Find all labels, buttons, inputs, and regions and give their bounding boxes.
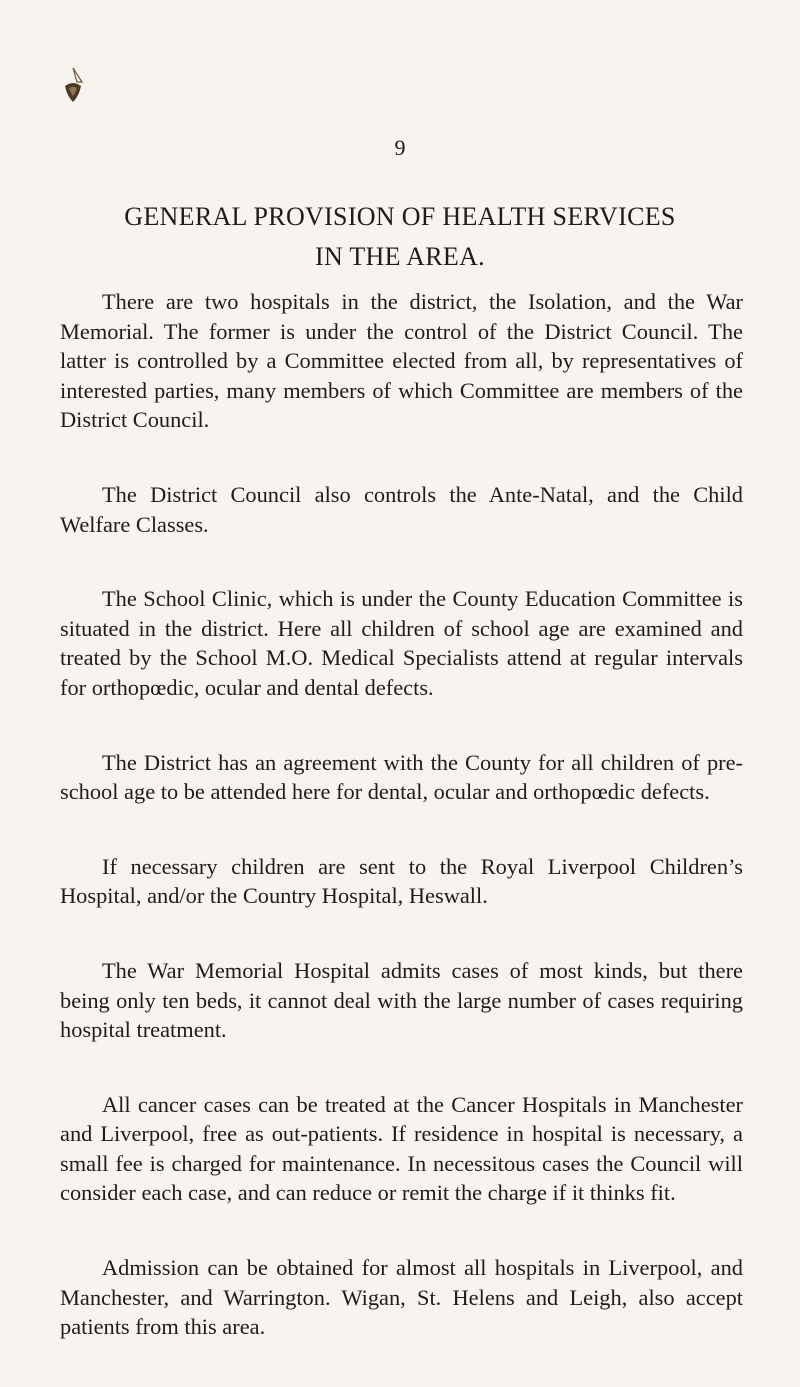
paragraph-liverpool-children: If necessary children are sent to the Royal Liverpool Children’s Hospital, and/or the Country Hospital, Heswall.	[60, 853, 743, 909]
title-line-1: GENERAL PROVISION OF HEALTH SERVICES	[124, 202, 676, 231]
paragraph-ante-natal: The District Council also controls the Ante-Natal, and the Child Welfare Classes.	[60, 481, 743, 537]
paragraph-hospitals: There are two hospitals in the district, the Isolation, and the War Memorial. The former is under the control of the District Council. The latter is controlled by a Committee elected from all, by representatives of interested parties, many members of which Committee are members of the District Council.	[60, 289, 743, 433]
paragraph-school-clinic: The School Clinic, which is under the County Education Committee is situated in the district. Here all children of school age are examined and treated by the School M.O. Medical Specialists attend at regular intervals for orthopœdic, ocular and dental defects.	[60, 586, 743, 700]
binding-mark-icon	[60, 66, 86, 106]
paragraph-county-agreement: The District has an agreement with the County for all children of pre-school age to be attended here for dental, ocular and orthopœdic defects.	[60, 749, 743, 805]
paragraph-admission: Admission can be obtained for almost all hospitals in Liverpool, and Manchester, and Warrington. Wigan, St. Helens and Leigh, also accept patients from this area.	[60, 1255, 743, 1340]
paragraph-cancer-cases: All cancer cases can be treated at the Cancer Hospitals in Manchester and Liverpool, free as out-patients. If residence in hospital is necessary, a small fee is charged for maintenance. In necessitous cases the Council will consider each case, and can reduce or remit the charge if it thinks fit.	[60, 1091, 743, 1206]
body-text	[60, 287, 743, 1387]
page-number: 9	[394, 135, 406, 160]
paragraph-war-memorial: The War Memorial Hospital admits cases of most kinds, but there being only ten beds, it cannot deal with the large number of cases requiring hospital treatment.	[60, 957, 743, 1043]
title-line-2: IN THE AREA.	[315, 242, 485, 271]
page-title	[0, 197, 800, 277]
